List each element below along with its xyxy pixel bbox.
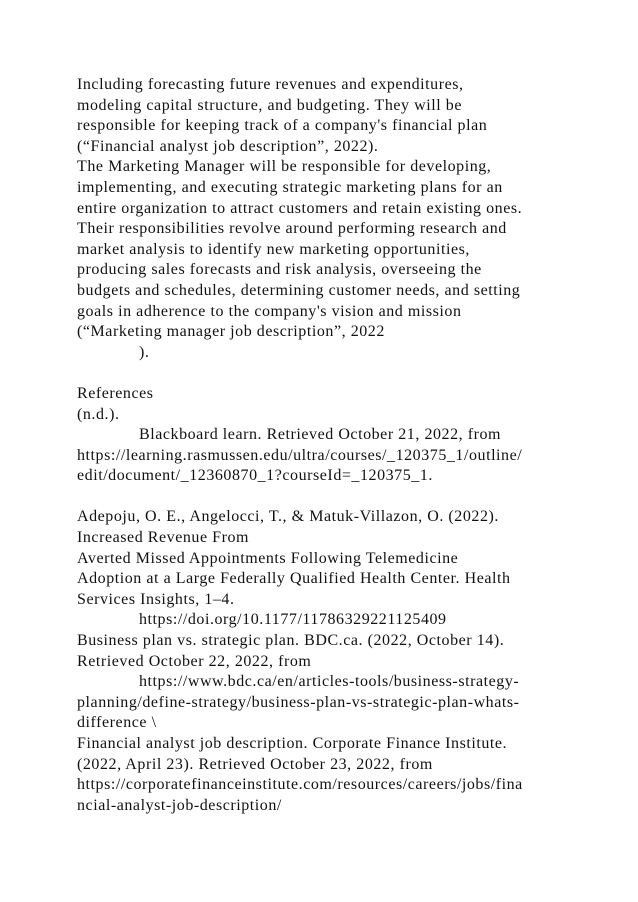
reference-url: https://corporatefinanceinstitute.com/resources/careers/jobs/fina: [77, 776, 523, 794]
reference-blackboard: [77, 405, 567, 487]
citation-close: ).: [139, 343, 150, 361]
text-line: responsible for keeping track of a company's financial plan: [77, 117, 488, 135]
reference-adepoju: [77, 507, 567, 631]
text-line: budgets and schedules, determining customer needs, and setting: [77, 281, 521, 299]
references-heading: References: [77, 384, 154, 402]
text-line: Their responsibilities revolve around performing research and: [77, 220, 507, 238]
reference-line: (n.d.).: [77, 405, 120, 423]
reference-url: difference \: [77, 714, 157, 732]
reference-line: Blackboard learn. Retrieved October 21, 2022, from: [139, 426, 502, 444]
reference-url: planning/define-strategy/business-plan-vs-strategic-plan-whats-: [77, 693, 520, 711]
reference-bdc: [77, 631, 567, 734]
reference-line: Services Insights, 1–4.: [77, 590, 235, 608]
reference-url: edit/document/_12360870_1?courseId=_120375_1.: [77, 467, 433, 485]
paragraph-marketing-manager: [77, 157, 567, 363]
spacer: [77, 487, 567, 508]
text-line: producing sales forecasts and risk analysis, overseeing the: [77, 261, 482, 279]
text-line: The Marketing Manager will be responsible for developing,: [77, 158, 492, 176]
reference-line: Adepoju, O. E., Angelocci, T., & Matuk-Villazon, O. (2022).: [77, 508, 499, 526]
text-line: modeling capital structure, and budgeting. They will be: [77, 96, 462, 114]
reference-url: ncial-analyst-job-description/: [77, 796, 282, 814]
reference-line: Business plan vs. strategic plan. BDC.ca. (2022, October 14).: [77, 632, 505, 650]
reference-line: Increased Revenue From: [77, 529, 250, 547]
document-body: [77, 75, 567, 816]
text-line: implementing, and executing strategic marketing plans for an: [77, 178, 503, 196]
text-line: Including forecasting future revenues and expenditures,: [77, 76, 464, 93]
text-line: (“Marketing manager job description”, 2022: [77, 323, 385, 341]
reference-line: Retrieved October 22, 2022, from: [77, 652, 312, 670]
reference-line: Financial analyst job description. Corporate Finance Institute.: [77, 735, 508, 752]
paragraph-financial-analyst: [77, 75, 567, 157]
reference-line: (2022, April 23). Retrieved October 23, 2022, from: [77, 755, 433, 773]
text-line: entire organization to attract customers and retain existing ones.: [77, 199, 523, 217]
text-line: market analysis to identify new marketing opportunities,: [77, 240, 470, 258]
spacer: [77, 363, 567, 384]
reference-url: https://www.bdc.ca/en/articles-tools/business-strategy-: [139, 673, 520, 691]
text-line: (“Financial analyst job description”, 2022).: [77, 137, 379, 155]
reference-cfi: [77, 734, 567, 816]
text-line: goals in adherence to the company's vision and mission: [77, 302, 462, 320]
reference-line: Adoption at a Large Federally Qualified Health Center. Health: [77, 570, 511, 588]
reference-url: https://doi.org/10.1177/11786329221125409: [139, 611, 447, 629]
reference-url: https://learning.rasmussen.edu/ultra/courses/_120375_1/outline/: [77, 446, 523, 464]
reference-line: Averted Missed Appointments Following Telemedicine: [77, 549, 459, 567]
